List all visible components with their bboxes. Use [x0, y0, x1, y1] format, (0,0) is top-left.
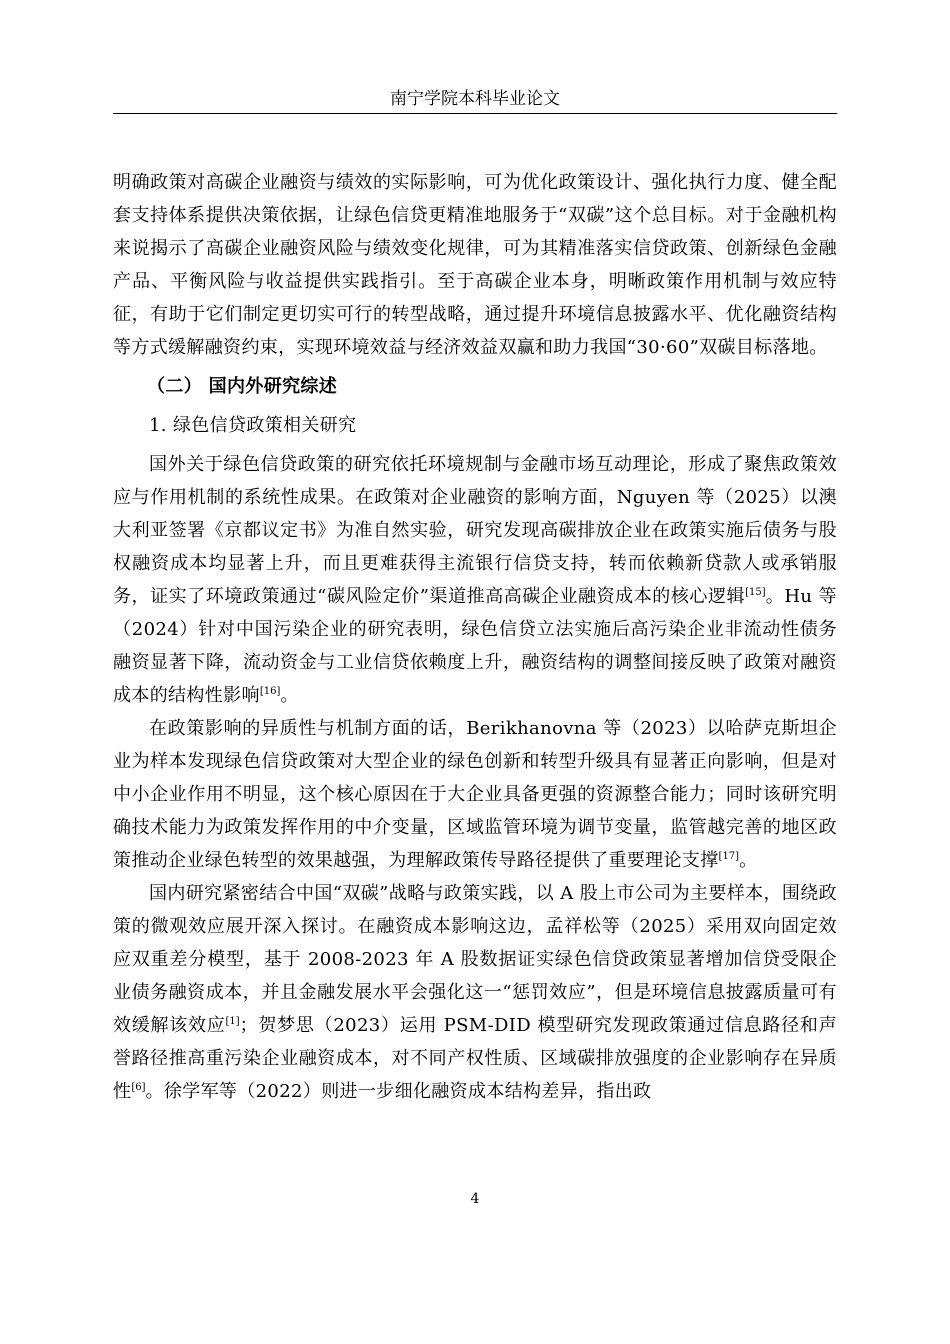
- paragraph-text: 国内研究紧密结合中国“双碳”战略与政策实践，以 A 股上市公司为主要样本，围绕政策的微观效应展开深入探讨。在融资成本影响这边，孟祥松等（2025）采用双向固定效应双重差分模型，基于 2008-2023 年 A 股数据证实绿色信贷政策显著增加信贷受限企业债务融资成本，并且金融发展水平会强化这一“惩罚效应”，但是环境信息披露质量可有效缓解该效应: [113, 883, 837, 1036]
- citation: [1]: [225, 1016, 240, 1027]
- subsection-heading: 1. 绿色信贷政策相关研究: [149, 415, 357, 436]
- citation: [17]: [718, 851, 740, 862]
- page-number: 4: [470, 1191, 480, 1207]
- citation: [15]: [745, 587, 766, 598]
- paragraph-text: ；贺梦思（2023）运用 PSM-DID 模型研究发现政策通过信息路径和声誉路径推高重污染企业融资成本，对不同产权性质、区域碳排放强度的企业影响存在异质性: [113, 1015, 837, 1102]
- paragraph: [113, 877, 837, 1108]
- citation: [6]: [131, 1082, 146, 1093]
- paragraph-text: 。: [280, 685, 299, 706]
- paragraph-text: 。: [739, 850, 758, 871]
- running-header: 南宁学院本科毕业论文: [390, 89, 560, 109]
- paragraph-text: 在政策影响的异质性与机制方面的话，Berikhanovna 等（2023）以哈萨克斯坦企业为样本发现绿色信贷政策对大型企业的绿色创新和转型升级具有显著正向影响，但是对中小企业作用不明显，这个核心原因在于大企业具备更强的资源整合能力；同时该研究明确技术能力为政策发挥作用的中介变量，区域监管环境为调节变量，监管越完善的地区政策推动企业绿色转型的效果越强，为理解政策传导路径提供了重要理论支撑: [113, 718, 837, 871]
- paragraph: 明确政策对高碳企业融资与绩效的实际影响，可为优化政策设计、强化执行力度、健全配套支持体系提供决策依据，让绿色信贷更精准地服务于“双碳”这个总目标。对于金融机构来说揭示了高碳企业融资风险与绩效变化规律，可为其精准落实信贷政策、创新绿色金融产品、平衡风险与收益提供实践指引。至于高碳企业本身，明晰政策作用机制与效应特征，有助于它们制定更切实可行的转型战略，通过提升环境信息披露水平、优化融资结构等方式缓解融资约束，实现环境效益与经济效益双赢和助力我国“30·60”双碳目标落地。: [113, 172, 837, 358]
- paragraph-text: 。徐学军等（2022）则进一步细化融资成本结构差异，指出政: [145, 1081, 652, 1102]
- paragraph-text: 。Hu 等（2024）针对中国污染企业的研究表明，绿色信贷立法实施后高污染企业非流动性债务融资显著下降，流动资金与工业信贷依赖度上升，融资结构的调整间接反映了政策对融资成本的结构性影响: [113, 586, 837, 706]
- citation: [16]: [259, 686, 281, 697]
- paragraph: [113, 448, 837, 712]
- paragraph-text: 国外关于绿色信贷政策的研究依托环境规制与金融市场互动理论，形成了聚焦政策效应与作用机制的系统性成果。在政策对企业融资的影响方面，Nguyen 等（2025）以澳大利亚签署《京都议定书》为准自然实验，研究发现高碳排放企业在政策实施后债务与股权融资成本均显著上升，而且更难获得主流银行信贷支持，转而依赖新贷款人或承销服务，证实了环境政策通过“碳风险定价”渠道推高高碳企业融资成本的核心逻辑: [113, 454, 837, 607]
- paragraph: [113, 712, 837, 877]
- header-rule: [113, 113, 837, 114]
- main-text: [113, 166, 837, 1108]
- section-heading: （二） 国内外研究综述: [147, 376, 338, 397]
